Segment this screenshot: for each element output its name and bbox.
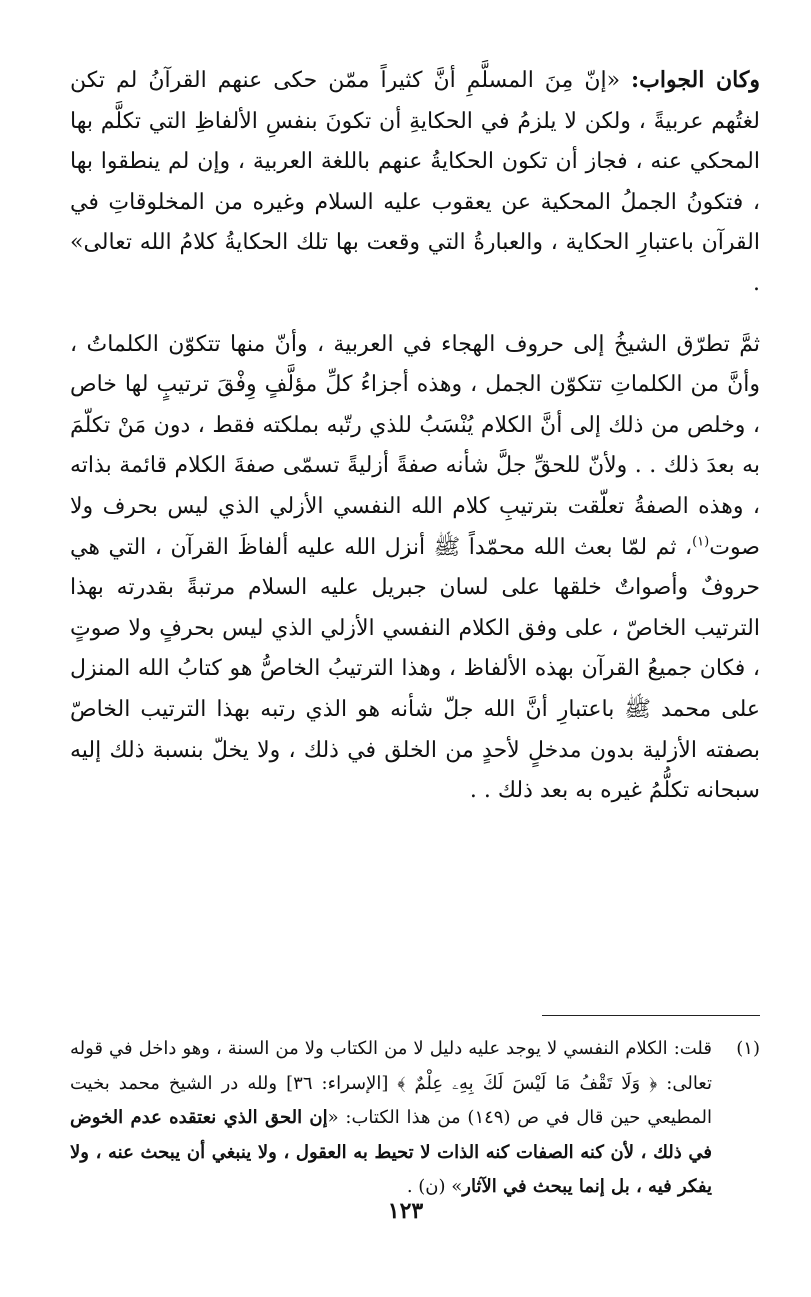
footnote-text-part-2: » (ن) . [406, 1176, 463, 1197]
footnote-separator [542, 1015, 760, 1016]
footnote-text-part-1: قلت: الكلام النفسي لا يوجد عليه دليل لا من الكتاب ولا من السنة ، وهو داخل في قوله تعالى: ﴿ وَلَا تَقْفُ مَا لَيْسَ لَكَ بِهِۦ عِلْمٌ ﴾ [الإسراء: ٣٦] ولله در الشيخ محمد بخيت المطيعي حين قال في ص (١٤٩) من هذا الكتاب: « [70, 1038, 712, 1128]
discussion-text-part-1: ثمَّ تطرّق الشيخُ إلى حروف الهجاء في العربية ، وأنّ منها تتكوّن الكلماتُ ، وأنَّ من الكلماتِ تتكوّن الجمل ، وهذه أجزاءُ كلِّ مؤلَّفٍ وِفْقَ ترتيبٍ لها خاص ، وخلص من ذلك إلى أنَّ الكلام يُنْسَبُ للذي رتّبه بملكته فقط ، دون مَنْ تكلّمَ به بعدَ ذلك . . ولأنّ للحقِّ جلَّ شأنه صفةً أزليةً تسمّى صفةَ الكلام قائمة بذاته ، وهذه الصفةُ تعلّقت بترتيبِ كلام الله النفسي الأزلي الذي ليس بحرف ولا صوت [70, 331, 760, 560]
footnote-1 [70, 1032, 760, 1205]
discussion-text-part-2: ، ثم لمّا بعث الله محمّداً ﷺ أنزل الله عليه ألفاظَ القرآن ، التي هي حروفٌ وأصواتٌ خلقها على لسان جبريل عليه السلام مرتبةً بقدرته بهذا الترتيب الخاصّ ، على وفق الكلام النفسي الأزلي الذي ليس بحرفٍ ولا صوتٍ ، فكان جميعُ القرآن بهذه الألفاظ ، وهذا الترتيبُ الخاصُّ هو كتابُ الله المنزل على محمد ﷺ باعتبارِ أنَّ الله جلّ شأنه هو الذي رتبه بهذا الترتيب الخاصّ بصفته الأزلية بدون مدخلٍ لأحدٍ من الخلق في ذلك ، ولا يخلّ بنسبة ذلك إليه سبحانه تكلُّمُ غيره به بعد ذلك . . [70, 534, 760, 804]
answer-lead: وكان الجواب: [631, 67, 760, 93]
footnote-text [70, 1032, 712, 1205]
footnote-reference[interactable]: (١) [692, 534, 710, 550]
main-text [70, 60, 760, 812]
footnotes [70, 1032, 760, 1205]
paragraph-answer [70, 60, 760, 305]
footnote-number: (١) [736, 1038, 760, 1059]
answer-text: «إنّ مِنَ المسلَّمِ أنَّ كثيراً ممّن حكى عنهم القرآنُ لم تكن لغتُهم عربيةً ، ولكن لا يلزمُ في الحكايةِ أن تكونَ بنفسِ الألفاظِ التي تكلَّم بها المحكي عنه ، فجاز أن تكون الحكايةُ عنهم باللغة العربية ، وإن لم ينطقوا بها ، فتكونُ الجملُ المحكية عن يعقوب عليه السلام وغيره من المخلوقاتِ في القرآن باعتبارِ الحكاية ، والعبارةُ التي وقعت بها تلك الحكايةُ كلامُ الله تعالى» . [70, 68, 761, 296]
footnote-quote-bold: إن الحق الذي نعتقده عدم الخوض في ذلك ، لأن كنه الصفات كنه الذات لا تحيط به العقول ، ولا ينبغي أن يبحث عنه ، ولا يفكر فيه ، بل إنما يبحث في الآثار [70, 1107, 712, 1197]
page-body [70, 60, 761, 1197]
page-number: ١٢٣ [387, 1198, 424, 1224]
paragraph-sheikh-discussion [70, 325, 760, 812]
